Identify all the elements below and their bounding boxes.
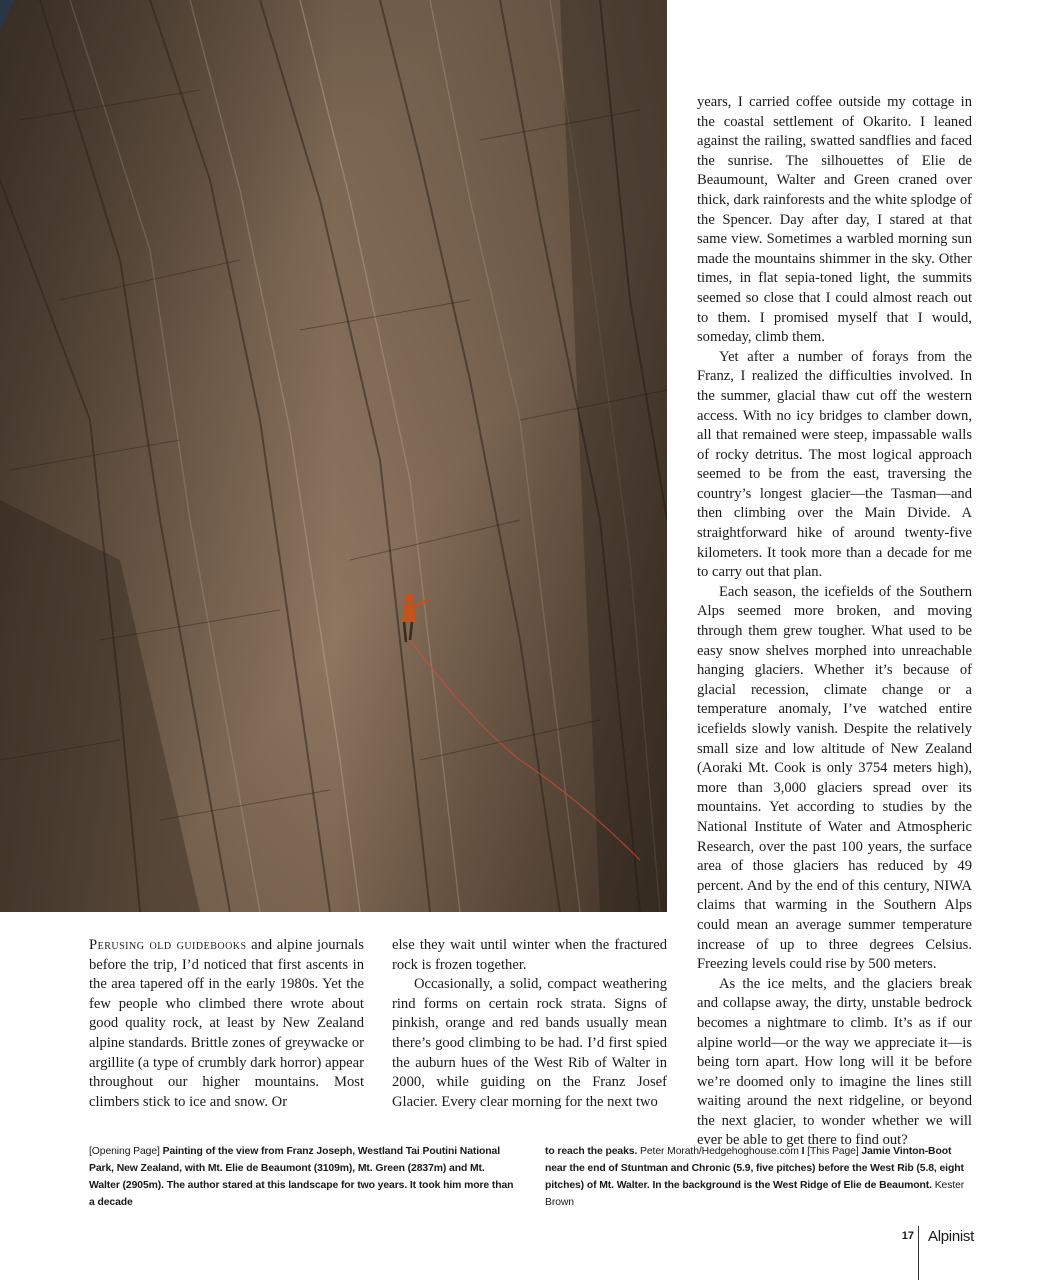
- photo-credit: Peter Morath/Hedgehoghouse.com: [640, 1146, 799, 1157]
- caption-label-opening: [Opening Page]: [89, 1146, 160, 1157]
- page-footer: [902, 1226, 974, 1246]
- footer-divider: [918, 1226, 919, 1280]
- article-paragraph: Occasionally, a solid, compact weathering rind forms on certain rock strata. Signs of pinkish, orange and red bands usually mean there’s good climbing to be had. I’d first spied the auburn hues of the West Rib of Walter in 2000, while guiding on the Franz Josef Glacier. Every clear morning for the next two: [392, 976, 667, 1110]
- article-paragraph: years, I carried coffee outside my cottage in the coastal settlement of Okarito. I leaned against the railing, swatted sandflies and faced the sunrise. The silhouettes of Elie de Beaumount, Walter and Green craned over thick, dark rainforests and the white splodge of the Spencer. Day after day, I stared at that same view. Sometimes a warbled morning sun made the mountains shimmer in the sky. Other times, in flat sepia-toned light, the summits seemed so close that I could almost reach out to them. I promised myself that I would, someday, climb them.: [697, 94, 972, 346]
- caption-text-continued: to reach the peaks.: [545, 1146, 638, 1157]
- article-column-2: [392, 936, 667, 1112]
- caption-text-this-page: Jamie Vinton-Boot near the end of Stuntman and Chronic (5.9, five pitches) before the West Rib (5.8, eight pitches) of Mt. Walter. In the background is the West Ridge of Elie de Beaumont.: [545, 1146, 964, 1191]
- photo-caption-left: [89, 1143, 517, 1211]
- page-number: 17: [901, 1230, 915, 1242]
- article-paragraph: Perusing old guidebooks and alpine journals before the trip, I’d noticed that first ascents in the area tapered off in the early 1980s. Yet the few people who climbed there wrote about good quality rock, at least by New Zealand alpine standards. Brittle zones of greywacke or argillite (a type of crumbly dark horror) appear throughout our higher mountains. Most climbers stick to ice and snow. Or: [89, 937, 364, 1110]
- article-paragraph: As the ice melts, and the glaciers break and collapse away, the dirty, unstable bedrock becomes a nightmare to climb. It’s as if our alpine world—or the way we appreciate it—is being torn apart. How long will it be before we’re doomed only to imagine the lines still waiting around the next ridgeline, or beyond the next glacier, to wonder whether we will ever be able to get there to find out?: [697, 975, 972, 1149]
- article-paragraph: Each season, the icefields of the Southern Alps seemed more broken, and moving through them grew tougher. What used to be easy snow shelves morphed into unreachable hanging glaciers. Whether it’s because of glacial recession, climate change or a temperature anomaly, I’ve watched entire icefields slowly vanish. Despite the relatively small size and low altitude of New Zealand (Aoraki Mt. Cook is only 3754 meters high), more than 3,000 glaciers spread over its mountains. Yet according to studies by the National Institute of Water and Atmospheric Research, over the past 100 years, the surface area of those glaciers has reduced by 49 percent. And by the end of this century, NIWA claims that warming in the Southern Alps could mean an average summer temperature increase of up to three degrees Celsius. Freezing levels could rise by 500 meters.: [697, 583, 972, 973]
- article-paragraph: Yet after a number of forays from the Franz, I realized the difficulties involved. In the summer, glacial thaw cut off the western access. With no icy bridges to clamber down, all that remained were steep, impassable walls of rocky detritus. The most logical approach seemed to be from the east, traversing the country’s longest glacier—the Tasman—and then climbing over the Main Divide. A straightforward hike of around twenty-five kilometers. It took more than a decade for me to carry out that plan.: [697, 348, 972, 581]
- climbing-photo: [0, 0, 667, 912]
- photo-credit: Kester Brown: [545, 1180, 965, 1208]
- drop-lead: Perusing old guidebooks: [89, 937, 247, 953]
- caption-separator: I: [801, 1146, 805, 1157]
- article-paragraph: else they wait until winter when the fractured rock is frozen together.: [392, 937, 667, 973]
- rock-face-image: [0, 0, 667, 912]
- magazine-name: Alpinist: [928, 1227, 974, 1245]
- article-column-1: [89, 936, 364, 1112]
- photo-caption-right: [545, 1143, 973, 1211]
- caption-text-opening: Painting of the view from Franz Joseph, Westland Tai Poutini National Park, New Zealand, with Mt. Elie de Beaumont (3109m), Mt. Green (2837m) and Mt. Walter (2905m). The author stared at this landscape for two years. It took him more than a decade: [89, 1146, 514, 1208]
- caption-label-this-page: [This Page]: [807, 1146, 859, 1157]
- article-column-3: [697, 93, 972, 1151]
